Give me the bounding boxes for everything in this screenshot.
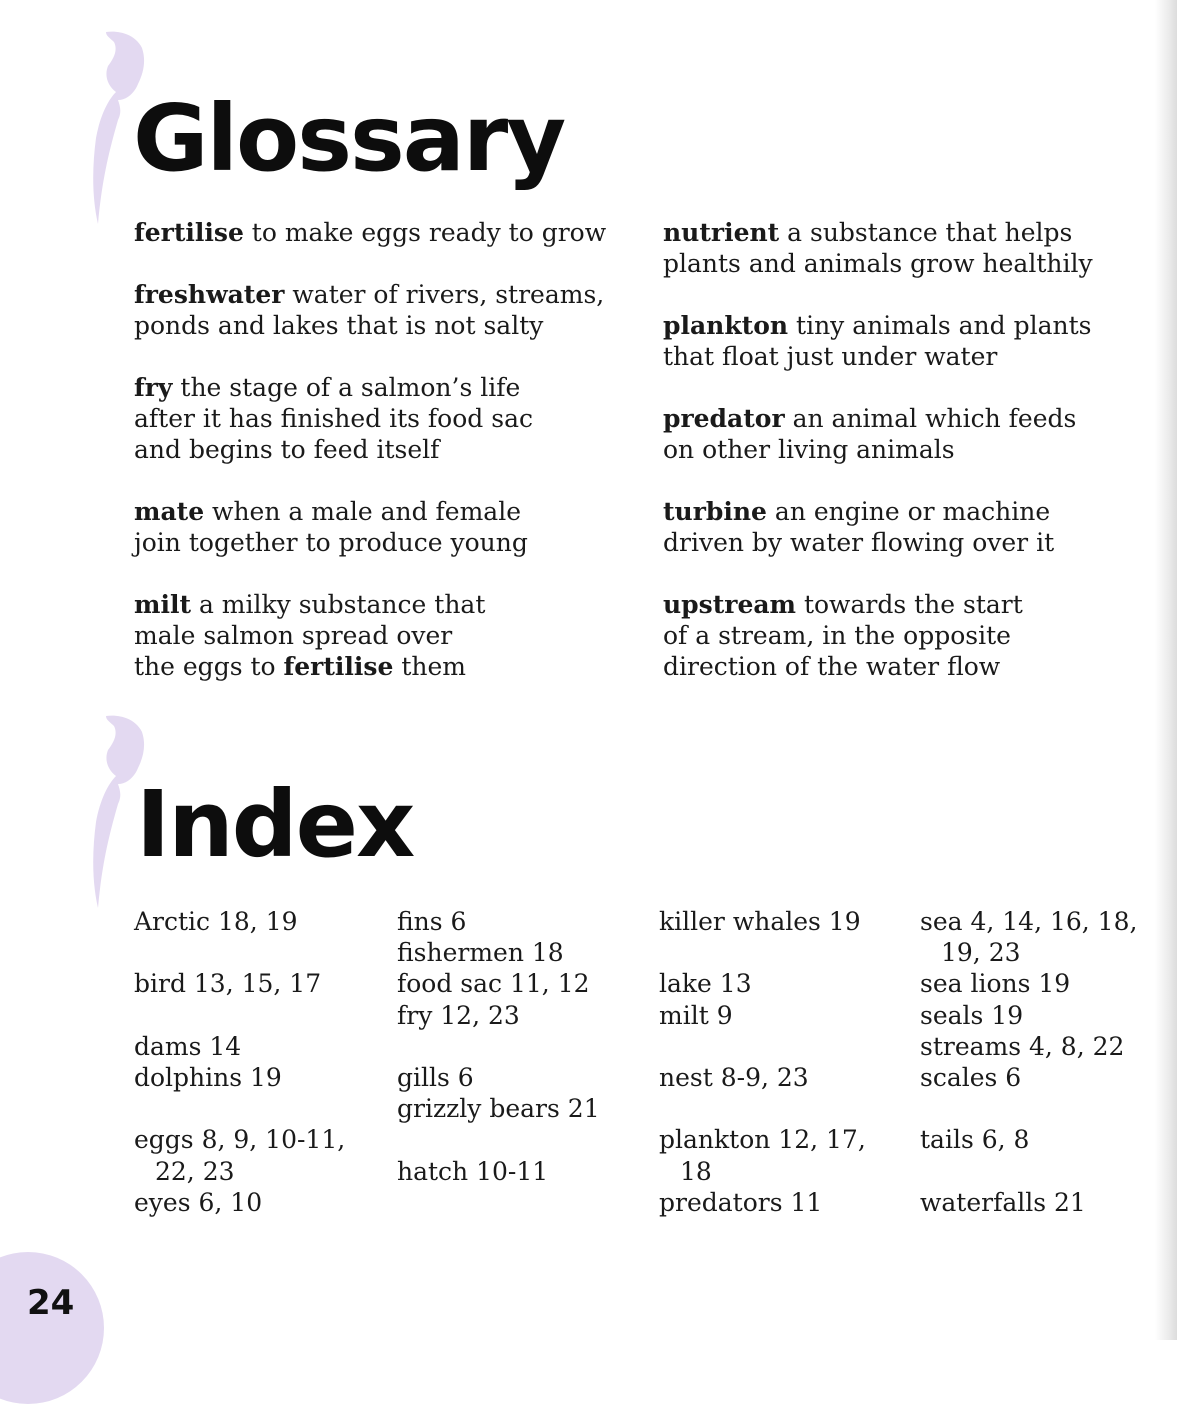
index-entry: dams 14 xyxy=(134,1031,242,1061)
glossary-entry xyxy=(134,372,634,465)
index-entry: streams 4, 8, 22 xyxy=(920,1031,1125,1061)
glossary-entry xyxy=(663,217,1163,279)
index-entry: nest 8-9, 23 xyxy=(659,1062,809,1092)
glossary-definition: a substance that helps plants and animals grow healthily xyxy=(663,218,1093,278)
glossary-term: fertilise xyxy=(134,218,244,247)
index-spacer xyxy=(134,1093,384,1124)
glossary-entry xyxy=(134,279,634,341)
glossary-entry xyxy=(134,589,634,682)
index-entry: seals 19 xyxy=(920,1000,1024,1030)
glossary-right-column xyxy=(663,217,1163,713)
index-entry: fishermen 18 xyxy=(397,938,564,968)
index-spacer xyxy=(659,937,909,968)
glossary-term: mate xyxy=(134,497,205,526)
index-entry: eggs 8, 9, 10-11, xyxy=(134,1125,346,1155)
index-heading: Index xyxy=(136,771,414,878)
index-entry-continuation: 18 xyxy=(680,1156,712,1186)
index-entry: milt 9 xyxy=(659,1000,733,1030)
index-entry-continuation: 19, 23 xyxy=(941,938,1021,968)
glossary-term: freshwater xyxy=(134,280,285,309)
glossary-term: upstream xyxy=(663,590,797,619)
glossary-definition: towards the start of a stream, in the opposite direction of the water flow xyxy=(663,590,1023,681)
index-entry: food sac 11, 12 xyxy=(397,969,590,999)
glossary-term: nutrient xyxy=(663,218,780,247)
index-entry: sea 4, 14, 16, 18, xyxy=(920,907,1138,936)
glossary-definition: an engine or machine driven by water flowing over it xyxy=(663,497,1055,557)
index-spacer xyxy=(920,1093,1170,1124)
glossary-term: plankton xyxy=(663,311,789,340)
index-spacer xyxy=(134,937,384,968)
glossary-definition-end: them xyxy=(393,652,466,681)
index-entry: sea lions 19 xyxy=(920,969,1071,999)
glossary-entry xyxy=(663,589,1163,682)
index-spacer xyxy=(659,1093,909,1124)
page-number-circle xyxy=(0,1252,104,1404)
index-entry: dolphins 19 xyxy=(134,1062,282,1092)
index-spacer xyxy=(397,1031,647,1062)
index-spacer xyxy=(397,1124,647,1155)
index-entry: Arctic 18, 19 xyxy=(134,907,298,936)
index-entry: fins 6 xyxy=(397,907,467,936)
glossary-term: milt xyxy=(134,590,191,619)
index-column xyxy=(659,906,909,1218)
index-entry: predators 11 xyxy=(659,1187,823,1217)
index-entry: hatch 10-11 xyxy=(397,1156,549,1186)
glossary-entry xyxy=(663,310,1163,372)
glossary-term: predator xyxy=(663,404,785,433)
index-column xyxy=(920,906,1170,1218)
glossary-term: turbine xyxy=(663,497,767,526)
glossary-entry xyxy=(134,217,634,248)
index-entry: lake 13 xyxy=(659,969,752,999)
glossary-bold-reference: fertilise xyxy=(283,652,394,681)
glossary-definition: an animal which feeds on other living animals xyxy=(663,404,1077,464)
glossary-entry xyxy=(663,403,1163,465)
index-column xyxy=(397,906,647,1187)
index-column xyxy=(134,906,384,1218)
index-entry: scales 6 xyxy=(920,1062,1022,1092)
index-entry: bird 13, 15, 17 xyxy=(134,969,322,999)
glossary-definition: to make eggs ready to grow xyxy=(243,218,607,247)
index-entry-continuation: 22, 23 xyxy=(155,1156,235,1186)
glossary-definition: water of rivers, streams, ponds and lakes that is not salty xyxy=(134,280,605,340)
index-spacer xyxy=(659,1031,909,1062)
glossary-entry xyxy=(134,496,634,558)
index-entry: killer whales 19 xyxy=(659,907,861,936)
index-entry: plankton 12, 17, xyxy=(659,1125,866,1155)
glossary-entry xyxy=(663,496,1163,558)
glossary-definition: the stage of a salmon’s life after it has finished its food sac and begins to feed itself xyxy=(134,373,533,464)
index-entry: waterfalls 21 xyxy=(920,1187,1086,1217)
index-entry: tails 6, 8 xyxy=(920,1125,1030,1155)
glossary-definition: tiny animals and plants that float just under water xyxy=(663,311,1092,371)
glossary-definition: a milky substance that male salmon spread over the eggs to xyxy=(134,590,486,681)
glossary-definition: when a male and female join together to produce young xyxy=(134,497,528,557)
glossary-heading: Glossary xyxy=(133,85,565,192)
index-spacer xyxy=(134,1000,384,1031)
glossary-left-column xyxy=(134,217,634,713)
index-entry: gills 6 xyxy=(397,1062,474,1092)
index-spacer xyxy=(920,1156,1170,1187)
index-entry: fry 12, 23 xyxy=(397,1000,520,1030)
index-entry: eyes 6, 10 xyxy=(134,1187,263,1217)
index-entry: grizzly bears 21 xyxy=(397,1094,600,1124)
glossary-term: fry xyxy=(134,373,173,402)
page-number: 24 xyxy=(27,1283,75,1323)
